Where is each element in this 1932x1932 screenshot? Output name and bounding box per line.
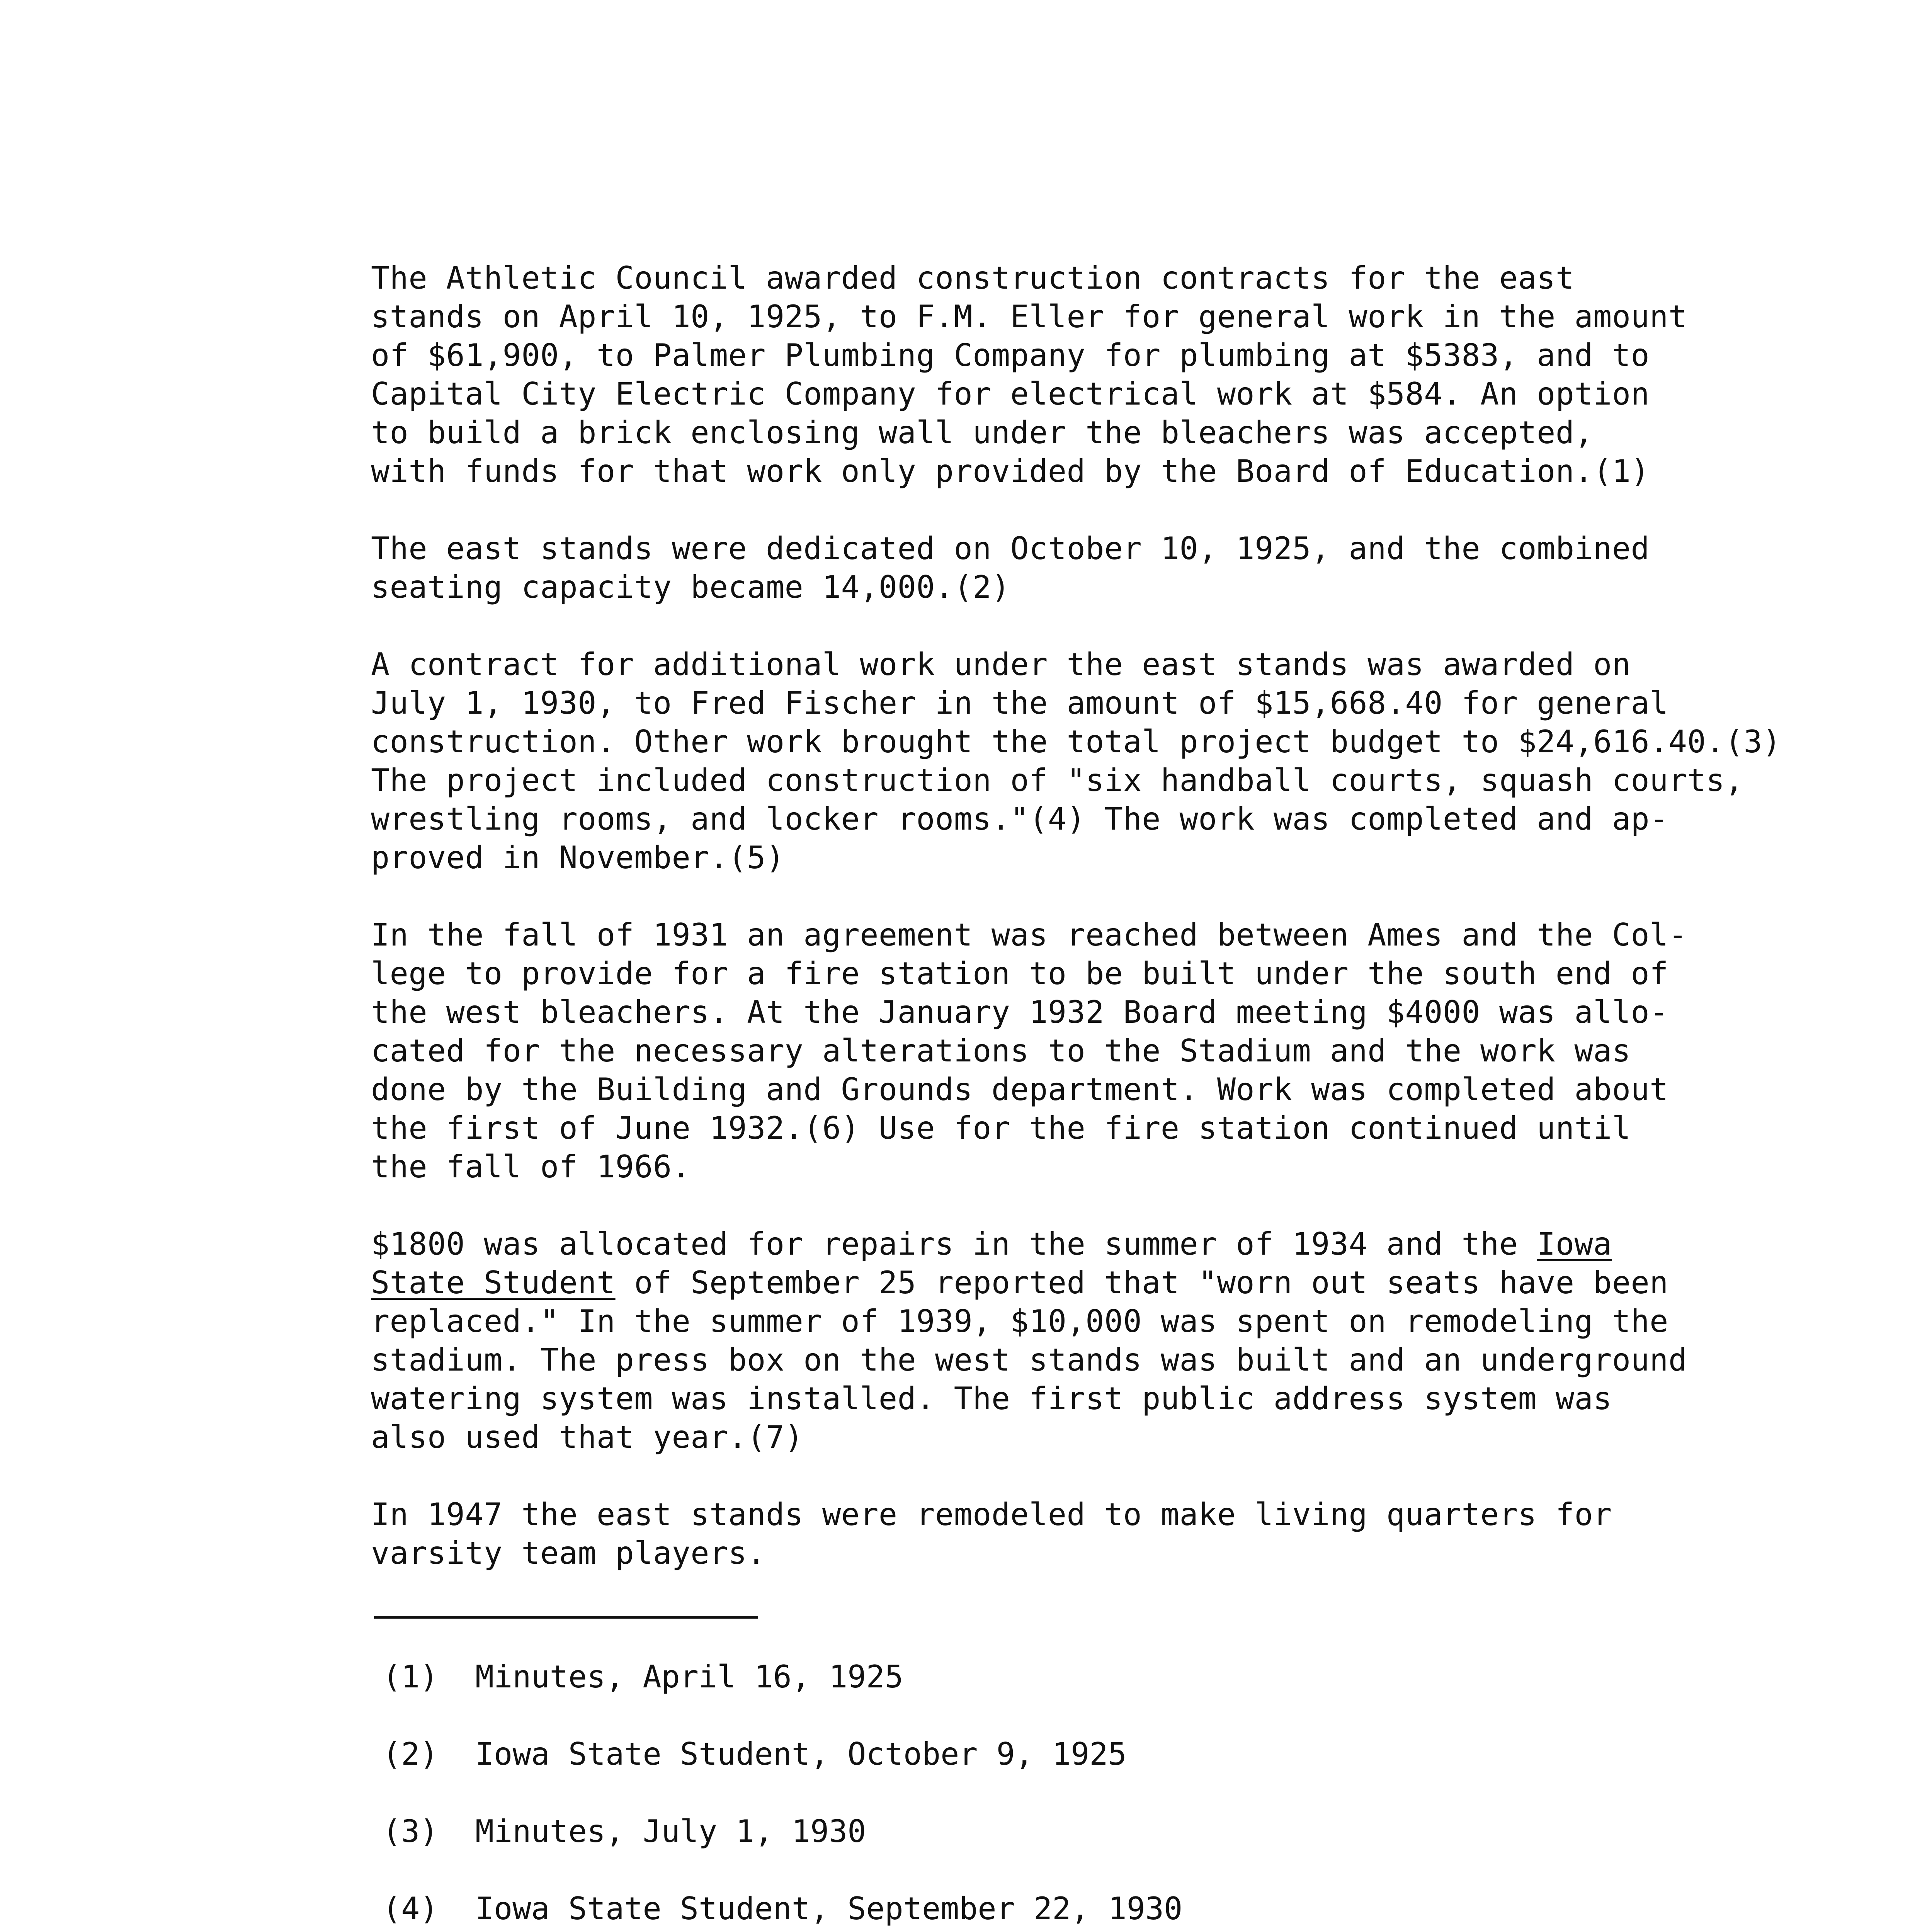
footnote-number: (2) bbox=[383, 1736, 439, 1772]
footnote-item bbox=[383, 1812, 1542, 1851]
footnote-number: (3) bbox=[383, 1813, 439, 1849]
footnote-item bbox=[383, 1658, 1542, 1696]
paragraph-dedication: The east stands were dedicated on October 10, 1925, and the combined seating capacity became 14,000.(2) bbox=[371, 531, 1650, 605]
footnote-divider bbox=[374, 1616, 758, 1619]
footnote-item bbox=[383, 1889, 1542, 1928]
paragraph-repairs bbox=[371, 1225, 1801, 1457]
body-text bbox=[371, 259, 1801, 1611]
paragraph-contracts: The Athletic Council awarded construction contracts for the east stands on April 10, 1925, to F.M. Eller for general work in the amount of $61,900, to Palmer Plumbing Company for plumbing at $5383, and to Capital City Electric Company for electrical work at $584. An option to build a brick enclosing wall under the bleachers was accepted, with funds for that work only provided by the Board of Education.(1) bbox=[371, 260, 1687, 489]
footnote-text: Minutes, July 1, 1930 bbox=[475, 1813, 866, 1849]
newspaper-title: Iowa State Student bbox=[371, 1226, 1612, 1301]
footnotes-list bbox=[383, 1658, 1542, 1932]
repairs-text-after: of September 25 reported that "worn out seats have been replaced." In the summer of 1939, $10,000 was spent on remodeling the stadium. The press box on the west stands was built and an underground watering system was installed. The first public address system was also used that year.(7) bbox=[371, 1265, 1687, 1455]
paragraph-fire-station: In the fall of 1931 an agreement was reached between Ames and the Col- lege to provide for a fire station to be built under the south end of the west bleachers. At the January 1932 Board meeting $4000 was allo- cated for the necessary alterations to the Stadium and the work was done by the Building and Grounds department. Work was completed about the first of June 1932.(6) Use for the fire station continued until the fall of 1966. bbox=[371, 917, 1687, 1185]
paragraph-remodel-1947: In 1947 the east stands were remodeled to make living quarters for varsity team players. bbox=[371, 1497, 1612, 1571]
footnote-number: (4) bbox=[383, 1891, 439, 1927]
footnote-text: Iowa State Student, October 9, 1925 bbox=[475, 1736, 1127, 1772]
footnote-number: (1) bbox=[383, 1659, 439, 1695]
paragraph-additional-work: A contract for additional work under the east stands was awarded on July 1, 1930, to Fred Fischer in the amount of $15,668.40 for general construction. Other work brought the total project budget to $24,616.40.(3) The project included construction of "six handball courts, squash courts, wrestling rooms, and locker rooms."(4) The work was completed and ap- proved in November.(5) bbox=[371, 646, 1781, 876]
footnote-text: Minutes, April 16, 1925 bbox=[475, 1659, 903, 1695]
footnote-text: Iowa State Student, September 22, 1930 bbox=[475, 1891, 1183, 1927]
repairs-text-before: $1800 was allocated for repairs in the summer of 1934 and the bbox=[371, 1226, 1537, 1262]
footnote-item bbox=[383, 1735, 1542, 1774]
